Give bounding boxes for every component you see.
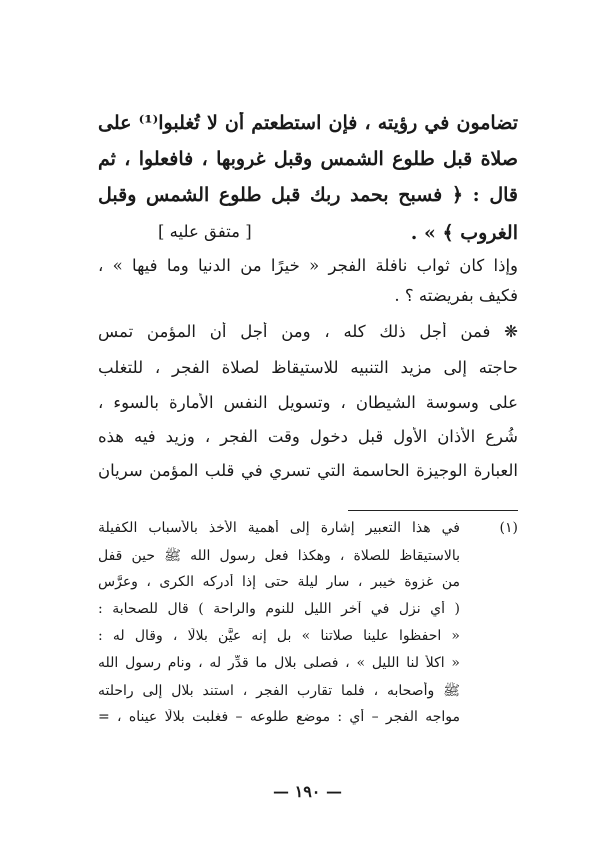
body-line-3: قال : ﴿ فسبح بحمد ربك قبل طلوع الشمس وقبل [98,184,518,206]
footnote-line-8: مواجه الفجر – أي : موضع طلوعه – فغلبت بلالًا عيناه ، = [98,709,460,725]
body-line-6: فكيف بفريضته ؟ . [394,286,518,305]
body-line-10: شُرع الأذان الأول قبل دخول وقت الفجر ، وزيد فيه هذه [98,427,518,446]
quran-verse-end: الغروب ﴾ » . [410,222,518,244]
body-line-2: صلاة قبل طلوع الشمس وقبل غروبها ، فافعلوا ، ثم [98,148,518,170]
footnote-line-4: ( أي نزل في آخر الليل للنوم والراحة ) قال للصحابة : [98,601,460,617]
page-number: — ١٩٠ — [273,782,342,801]
hadith-source: [ متفق عليه ] [158,222,252,241]
body-line-11: العبارة الوجيزة الحاسمة التي تسري في قلب المؤمن سريان [98,461,518,480]
body-line-4 [98,222,518,244]
footnote-line-7: ﷺ وأصحابه ، فلما تقارب الفجر ، استند بلال إلى راحلته [98,683,460,699]
body-line-7: ❋ فمن أجل ذلك كله ، ومن أجل أن المؤمن تمس [98,322,518,341]
body-line-9: على وسوسة الشيطان ، وتسويل النفس الأمارة بالسوء ، [98,393,518,412]
footnote-line-3: من غزوة خيبر ، سار ليلة حتى إذا أدركه الكرى ، وعرَّس [98,574,460,590]
body-line-8: حاجته إلى مزيد التنبيه للاستيقاظ لصلاة الفجر ، للتغلب [98,358,518,377]
footnote-divider [348,510,518,511]
footnote-line-5: « احفظوا علينا صلاتنا » بل إنه عيَّن بلالًا ، وقال له : [98,628,460,644]
footnote-line-2: بالاستيقاظ للصلاة ، وهكذا فعل رسول الله ﷺ حين قفل [98,548,460,564]
body-line-5: وإذا كان ثواب نافلة الفجر « خيرًا من الدنيا وما فيها » ، [98,256,518,275]
body-line-1: تضامون في رؤيته ، فإن استطعتم أن لا تُغلبوا⁽¹⁾ على [98,112,518,134]
footnote-line-1: في هذا التعبير إشارة إلى أهمية الأخذ بالأسباب الكفيلة [98,520,460,536]
footnote-line-6: « اكلأ لنا الليل » ، فصلى بلال ما قدِّر له ، ونام رسول الله [98,655,460,671]
footnote-marker: (١) [499,520,518,536]
